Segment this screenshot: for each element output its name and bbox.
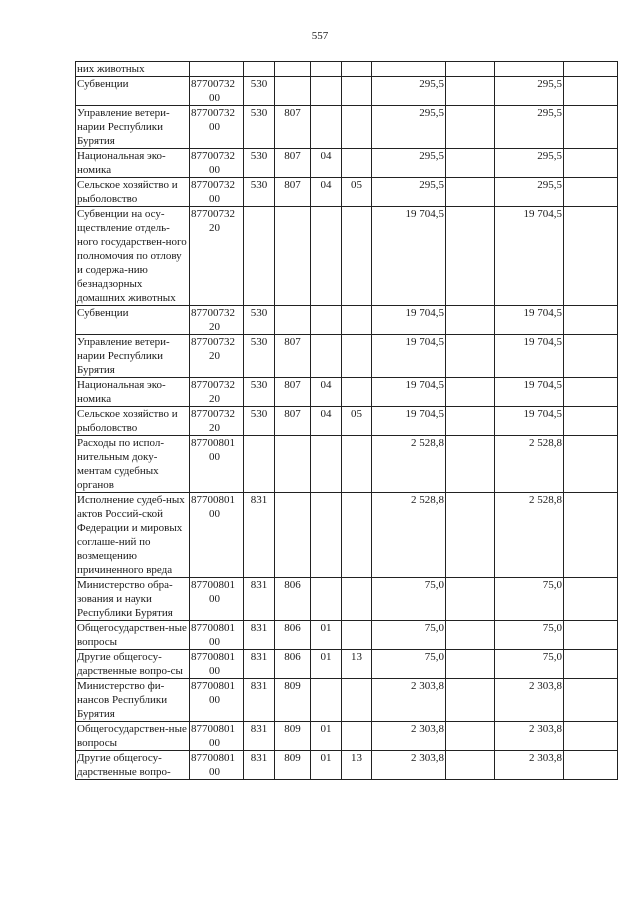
empty-cell bbox=[446, 306, 495, 335]
amount-republic: 295,5 bbox=[495, 77, 564, 106]
amount-republic: 2 303,8 bbox=[495, 751, 564, 780]
subsection-code bbox=[342, 77, 372, 106]
page-number: 557 bbox=[311, 30, 329, 42]
amount-republic: 19 704,5 bbox=[495, 407, 564, 436]
table-row bbox=[76, 493, 618, 578]
empty-cell bbox=[446, 378, 495, 407]
target-code-part2: 00 bbox=[209, 508, 220, 520]
target-code-part2: 20 bbox=[209, 321, 220, 333]
table-row bbox=[76, 621, 618, 650]
empty-cell bbox=[564, 650, 618, 679]
section-code: 01 bbox=[311, 650, 342, 679]
item-name: Сельское хозяйство и рыболовство bbox=[76, 178, 190, 207]
amount-republic: 19 704,5 bbox=[495, 306, 564, 335]
target-code bbox=[190, 207, 244, 306]
target-code-part2: 00 bbox=[209, 193, 220, 205]
amount-republic: 2 303,8 bbox=[495, 722, 564, 751]
subsection-code bbox=[342, 106, 372, 149]
item-name: них животных bbox=[76, 62, 190, 77]
subsection-code: 13 bbox=[342, 751, 372, 780]
empty-cell bbox=[564, 436, 618, 493]
empty-cell bbox=[446, 62, 495, 77]
section-code: 01 bbox=[311, 722, 342, 751]
item-name: Субвенции bbox=[76, 77, 190, 106]
amount-republic: 295,5 bbox=[495, 106, 564, 149]
target-code-part2: 20 bbox=[209, 222, 220, 234]
subsection-code bbox=[342, 493, 372, 578]
table-row bbox=[76, 578, 618, 621]
ministry-code: 809 bbox=[275, 722, 311, 751]
section-code bbox=[311, 306, 342, 335]
target-code bbox=[190, 407, 244, 436]
empty-cell bbox=[446, 207, 495, 306]
target-code bbox=[190, 335, 244, 378]
target-code-part2: 00 bbox=[209, 694, 220, 706]
item-name: Другие общегосу-дарственные вопро-сы bbox=[76, 650, 190, 679]
expense-type bbox=[244, 436, 275, 493]
empty-cell bbox=[564, 149, 618, 178]
target-code-part1: 87700732 bbox=[191, 208, 235, 220]
table-row bbox=[76, 106, 618, 149]
amount-total: 19 704,5 bbox=[372, 207, 446, 306]
target-code bbox=[190, 679, 244, 722]
ministry-code: 807 bbox=[275, 407, 311, 436]
item-name: Управление ветери-нарии Республики Бурятия bbox=[76, 335, 190, 378]
target-code-part1: 87700801 bbox=[191, 723, 235, 735]
amount-total: 19 704,5 bbox=[372, 335, 446, 378]
amount-total: 295,5 bbox=[372, 106, 446, 149]
subsection-code bbox=[342, 306, 372, 335]
empty-cell bbox=[446, 621, 495, 650]
target-code bbox=[190, 106, 244, 149]
amount-total: 75,0 bbox=[372, 621, 446, 650]
section-code bbox=[311, 578, 342, 621]
target-code-part2: 00 bbox=[209, 636, 220, 648]
ministry-code bbox=[275, 436, 311, 493]
target-code-part1: 87700801 bbox=[191, 752, 235, 764]
ministry-code bbox=[275, 207, 311, 306]
empty-cell bbox=[564, 679, 618, 722]
table-row bbox=[76, 207, 618, 306]
empty-cell bbox=[446, 178, 495, 207]
amount-republic bbox=[495, 62, 564, 77]
empty-cell bbox=[564, 335, 618, 378]
section-code: 01 bbox=[311, 621, 342, 650]
amount-republic: 75,0 bbox=[495, 578, 564, 621]
expense-type bbox=[244, 207, 275, 306]
target-code-part2: 00 bbox=[209, 451, 220, 463]
amount-total: 19 704,5 bbox=[372, 407, 446, 436]
empty-cell bbox=[446, 493, 495, 578]
budget-table bbox=[75, 61, 618, 780]
empty-cell bbox=[446, 436, 495, 493]
subsection-code: 13 bbox=[342, 650, 372, 679]
amount-republic: 295,5 bbox=[495, 178, 564, 207]
target-code bbox=[190, 650, 244, 679]
target-code-part1: 87700801 bbox=[191, 579, 235, 591]
target-code bbox=[190, 493, 244, 578]
amount-total: 2 303,8 bbox=[372, 679, 446, 722]
amount-total bbox=[372, 62, 446, 77]
expense-type: 530 bbox=[244, 106, 275, 149]
empty-cell bbox=[564, 306, 618, 335]
ministry-code: 807 bbox=[275, 149, 311, 178]
table-row bbox=[76, 62, 618, 77]
subsection-code bbox=[342, 62, 372, 77]
expense-type: 530 bbox=[244, 178, 275, 207]
empty-cell bbox=[564, 106, 618, 149]
empty-cell bbox=[446, 679, 495, 722]
amount-republic: 2 528,8 bbox=[495, 493, 564, 578]
table-row bbox=[76, 407, 618, 436]
amount-total: 295,5 bbox=[372, 77, 446, 106]
empty-cell bbox=[564, 751, 618, 780]
target-code-part2: 00 bbox=[209, 92, 220, 104]
target-code bbox=[190, 751, 244, 780]
section-code bbox=[311, 77, 342, 106]
target-code-part2: 00 bbox=[209, 737, 220, 749]
table-row bbox=[76, 149, 618, 178]
target-code-part2: 00 bbox=[209, 164, 220, 176]
expense-type: 530 bbox=[244, 378, 275, 407]
amount-republic: 75,0 bbox=[495, 621, 564, 650]
empty-cell bbox=[446, 751, 495, 780]
subsection-code bbox=[342, 722, 372, 751]
target-code-part1: 87700801 bbox=[191, 622, 235, 634]
target-code-part1: 87700732 bbox=[191, 307, 235, 319]
expense-type: 831 bbox=[244, 578, 275, 621]
section-code bbox=[311, 493, 342, 578]
ministry-code bbox=[275, 306, 311, 335]
subsection-code: 05 bbox=[342, 178, 372, 207]
section-code: 04 bbox=[311, 178, 342, 207]
subsection-code bbox=[342, 335, 372, 378]
empty-cell bbox=[446, 578, 495, 621]
table-row bbox=[76, 679, 618, 722]
ministry-code: 807 bbox=[275, 178, 311, 207]
section-code: 01 bbox=[311, 751, 342, 780]
ministry-code: 807 bbox=[275, 335, 311, 378]
amount-total: 2 303,8 bbox=[372, 722, 446, 751]
expense-type: 831 bbox=[244, 751, 275, 780]
target-code bbox=[190, 436, 244, 493]
ministry-code: 806 bbox=[275, 578, 311, 621]
item-name: Национальная эко-номика bbox=[76, 378, 190, 407]
item-name: Субвенции на осу-ществление отдель-ного государствен-ного полномочия по отлову и содержа-нию безнадзорных домашних животных bbox=[76, 207, 190, 306]
amount-total: 295,5 bbox=[372, 149, 446, 178]
empty-cell bbox=[564, 407, 618, 436]
expense-type: 530 bbox=[244, 306, 275, 335]
table-row bbox=[76, 178, 618, 207]
subsection-code bbox=[342, 378, 372, 407]
subsection-code bbox=[342, 149, 372, 178]
target-code-part2: 00 bbox=[209, 665, 220, 677]
target-code-part2: 20 bbox=[209, 350, 220, 362]
table-row bbox=[76, 722, 618, 751]
target-code bbox=[190, 62, 244, 77]
ministry-code bbox=[275, 493, 311, 578]
target-code-part2: 00 bbox=[209, 766, 220, 778]
empty-cell bbox=[564, 207, 618, 306]
section-code bbox=[311, 207, 342, 306]
subsection-code bbox=[342, 578, 372, 621]
section-code bbox=[311, 106, 342, 149]
amount-total: 75,0 bbox=[372, 578, 446, 621]
section-code: 04 bbox=[311, 149, 342, 178]
empty-cell bbox=[446, 722, 495, 751]
table-row bbox=[76, 650, 618, 679]
section-code bbox=[311, 436, 342, 493]
item-name: Управление ветери-нарии Республики Бурятия bbox=[76, 106, 190, 149]
ministry-code: 806 bbox=[275, 621, 311, 650]
item-name: Расходы по испол-нительным доку-ментам судебных органов bbox=[76, 436, 190, 493]
target-code-part2: 00 bbox=[209, 121, 220, 133]
target-code-part1: 87700732 bbox=[191, 78, 235, 90]
expense-type: 530 bbox=[244, 77, 275, 106]
amount-republic: 2 303,8 bbox=[495, 679, 564, 722]
ministry-code: 809 bbox=[275, 751, 311, 780]
section-code bbox=[311, 62, 342, 77]
table-row bbox=[76, 378, 618, 407]
target-code-part1: 87700732 bbox=[191, 150, 235, 162]
target-code-part1: 87700732 bbox=[191, 379, 235, 391]
ministry-code bbox=[275, 62, 311, 77]
empty-cell bbox=[446, 335, 495, 378]
expense-type: 831 bbox=[244, 679, 275, 722]
subsection-code bbox=[342, 207, 372, 306]
target-code-part2: 20 bbox=[209, 422, 220, 434]
item-name: Общегосударствен-ные вопросы bbox=[76, 722, 190, 751]
target-code bbox=[190, 578, 244, 621]
target-code-part2: 20 bbox=[209, 393, 220, 405]
empty-cell bbox=[564, 378, 618, 407]
expense-type: 530 bbox=[244, 407, 275, 436]
amount-total: 2 528,8 bbox=[372, 436, 446, 493]
amount-total: 19 704,5 bbox=[372, 378, 446, 407]
amount-total: 75,0 bbox=[372, 650, 446, 679]
expense-type bbox=[244, 62, 275, 77]
item-name: Министерство фи-нансов Республики Бурятия bbox=[76, 679, 190, 722]
empty-cell bbox=[446, 650, 495, 679]
empty-cell bbox=[446, 149, 495, 178]
target-code bbox=[190, 378, 244, 407]
item-name: Национальная эко-номика bbox=[76, 149, 190, 178]
amount-republic: 19 704,5 bbox=[495, 207, 564, 306]
table-row bbox=[76, 751, 618, 780]
empty-cell bbox=[564, 62, 618, 77]
target-code-part1: 87700732 bbox=[191, 336, 235, 348]
item-name: Другие общегосу-дарственные вопро- bbox=[76, 751, 190, 780]
target-code bbox=[190, 621, 244, 650]
section-code bbox=[311, 679, 342, 722]
target-code-part1: 87700732 bbox=[191, 107, 235, 119]
subsection-code bbox=[342, 621, 372, 650]
empty-cell bbox=[446, 106, 495, 149]
expense-type: 831 bbox=[244, 722, 275, 751]
expense-type: 831 bbox=[244, 493, 275, 578]
section-code: 04 bbox=[311, 378, 342, 407]
amount-republic: 295,5 bbox=[495, 149, 564, 178]
empty-cell bbox=[564, 578, 618, 621]
expense-type: 530 bbox=[244, 335, 275, 378]
ministry-code: 807 bbox=[275, 378, 311, 407]
target-code-part2: 00 bbox=[209, 593, 220, 605]
target-code-part1: 87700801 bbox=[191, 680, 235, 692]
amount-republic: 19 704,5 bbox=[495, 378, 564, 407]
item-name: Сельское хозяйство и рыболовство bbox=[76, 407, 190, 436]
section-code: 04 bbox=[311, 407, 342, 436]
amount-total: 295,5 bbox=[372, 178, 446, 207]
target-code bbox=[190, 178, 244, 207]
expense-type: 530 bbox=[244, 149, 275, 178]
empty-cell bbox=[446, 77, 495, 106]
amount-total: 2 303,8 bbox=[372, 751, 446, 780]
item-name: Субвенции bbox=[76, 306, 190, 335]
table-row bbox=[76, 335, 618, 378]
ministry-code: 807 bbox=[275, 106, 311, 149]
target-code bbox=[190, 722, 244, 751]
ministry-code: 809 bbox=[275, 679, 311, 722]
empty-cell bbox=[564, 621, 618, 650]
amount-republic: 75,0 bbox=[495, 650, 564, 679]
target-code bbox=[190, 306, 244, 335]
expense-type: 831 bbox=[244, 621, 275, 650]
target-code-part1: 87700732 bbox=[191, 408, 235, 420]
amount-republic: 19 704,5 bbox=[495, 335, 564, 378]
table-row bbox=[76, 77, 618, 106]
amount-total: 19 704,5 bbox=[372, 306, 446, 335]
target-code bbox=[190, 149, 244, 178]
target-code-part1: 87700801 bbox=[191, 494, 235, 506]
empty-cell bbox=[564, 493, 618, 578]
amount-total: 2 528,8 bbox=[372, 493, 446, 578]
item-name: Министерство обра-зования и науки Республики Бурятия bbox=[76, 578, 190, 621]
empty-cell bbox=[564, 178, 618, 207]
ministry-code: 806 bbox=[275, 650, 311, 679]
empty-cell bbox=[564, 77, 618, 106]
empty-cell bbox=[564, 722, 618, 751]
amount-republic: 2 528,8 bbox=[495, 436, 564, 493]
section-code bbox=[311, 335, 342, 378]
subsection-code: 05 bbox=[342, 407, 372, 436]
target-code-part1: 87700801 bbox=[191, 651, 235, 663]
table-row bbox=[76, 436, 618, 493]
target-code-part1: 87700732 bbox=[191, 179, 235, 191]
subsection-code bbox=[342, 436, 372, 493]
table-row bbox=[76, 306, 618, 335]
item-name: Общегосударствен-ные вопросы bbox=[76, 621, 190, 650]
target-code bbox=[190, 77, 244, 106]
item-name: Исполнение судеб-ных актов Россий-ской Федерации и мировых соглаше-ний по возмещению причиненного вреда bbox=[76, 493, 190, 578]
subsection-code bbox=[342, 679, 372, 722]
ministry-code bbox=[275, 77, 311, 106]
expense-type: 831 bbox=[244, 650, 275, 679]
empty-cell bbox=[446, 407, 495, 436]
target-code-part1: 87700801 bbox=[191, 437, 235, 449]
